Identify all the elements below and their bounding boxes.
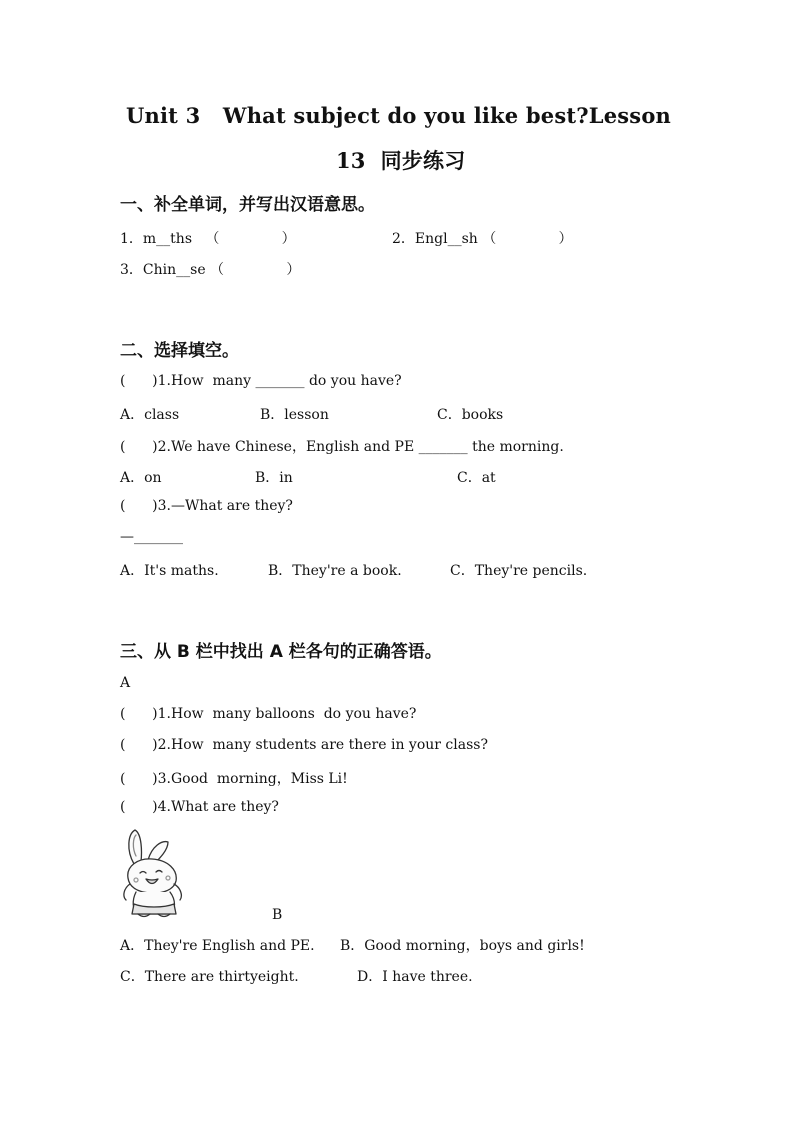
s2-q3-option-c: C．They're pencils.: [450, 563, 588, 579]
s3-column-a-label: A: [120, 675, 131, 691]
s2-q1-option-a: A．class: [120, 407, 180, 423]
s3-b-option-d: D．I have three.: [357, 969, 473, 985]
s2-q2-option-b: B．in: [255, 470, 293, 486]
s2-q1-option-c: C．books: [437, 407, 504, 423]
s2-question-1: ( )1.How many _______ do you have?: [120, 373, 402, 389]
s2-q1-option-b: B．lesson: [260, 407, 329, 423]
s3-a-item-3: ( )3.Good morning，Miss Li!: [120, 771, 348, 787]
page-title-line-1: Unit 3 What subject do you like best?Lesson: [126, 103, 672, 128]
s1-item-2: 2．Engl__sh （ ）: [392, 231, 573, 247]
section-3-heading: 三、从 B 栏中找出 A 栏各句的正确答语。: [120, 642, 442, 662]
s3-b-option-b: B．Good morning，boys and girls!: [340, 938, 585, 954]
s2-question-2: ( )2.We have Chinese，English and PE _______ the morning.: [120, 439, 564, 455]
s2-q2-option-c: C．at: [457, 470, 496, 486]
s2-question-3: ( )3.—What are they?: [120, 498, 293, 514]
s3-column-b-label: B: [272, 907, 283, 923]
section-1-heading: 一、补全单词，并写出汉语意思。: [120, 195, 375, 215]
s3-a-item-4: ( )4.What are they?: [120, 799, 279, 815]
s3-a-item-1: ( )1.How many balloons do you have?: [120, 706, 417, 722]
section-2-heading: 二、选择填空。: [120, 341, 239, 361]
s2-q2-option-a: A．on: [120, 470, 162, 486]
s2-q3-answer-line: —_______: [120, 529, 183, 545]
page-title-line-2: 13 同步练习: [336, 148, 466, 173]
s1-item-3: 3．Chin__se （ ）: [120, 262, 301, 278]
s3-b-option-c: C．There are thirtyeight.: [120, 969, 299, 985]
s2-q3-option-b: B．They're a book.: [268, 563, 402, 579]
s1-item-1: 1．m__ths （ ）: [120, 231, 296, 247]
s2-q3-option-a: A．It's maths.: [120, 563, 219, 579]
s3-b-option-a: A．They're English and PE.: [120, 938, 315, 954]
bunny-illustration: [118, 826, 188, 920]
s3-a-item-2: ( )2.How many students are there in your class?: [120, 737, 488, 753]
